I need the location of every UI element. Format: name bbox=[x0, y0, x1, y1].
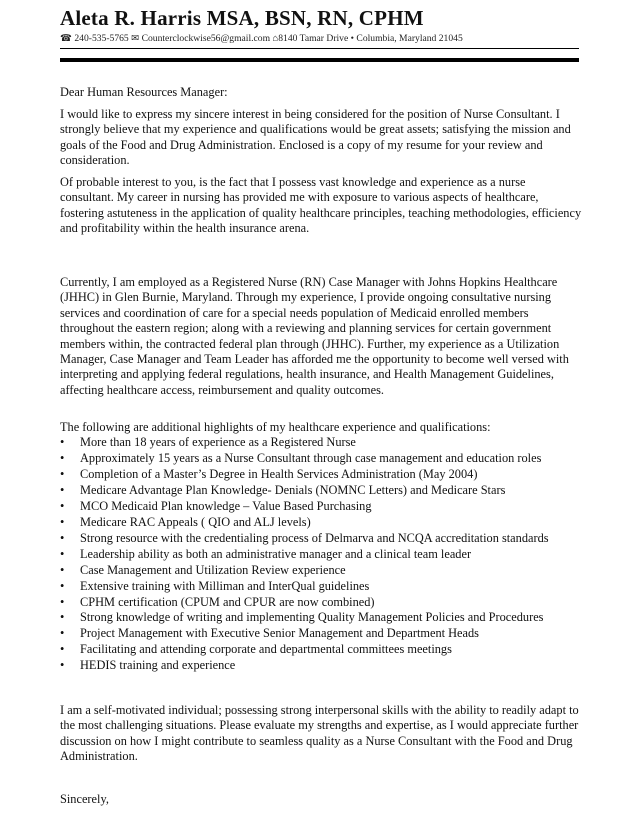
highlight-item bbox=[60, 531, 582, 547]
applicant-name: Aleta R. Harris MSA, BSN, RN, CPHM bbox=[60, 6, 424, 30]
highlight-text: Project Management with Executive Senior Management and Department Heads bbox=[80, 626, 479, 641]
bullet-icon: • bbox=[60, 450, 65, 465]
bullet-icon: • bbox=[60, 594, 65, 609]
highlight-text: CPHM certification (CPUM and CPUR are now combined) bbox=[80, 594, 375, 609]
phone-icon: ☎ bbox=[60, 33, 72, 44]
bullet-icon: • bbox=[60, 530, 65, 545]
highlight-text: MCO Medicaid Plan knowledge – Value Based Purchasing bbox=[80, 498, 372, 513]
highlight-item bbox=[60, 595, 582, 611]
separator-dot: • bbox=[350, 33, 355, 44]
highlight-item bbox=[60, 579, 582, 595]
highlight-text: Medicare Advantage Plan Knowledge- Denials (NOMNC Letters) and Medicare Stars bbox=[80, 482, 506, 497]
highlight-item bbox=[60, 467, 582, 483]
contact-line bbox=[60, 33, 620, 44]
highlight-text: Approximately 15 years as a Nurse Consultant through case management and education roles bbox=[80, 450, 542, 465]
highlight-text: Leadership ability as both an administrative manager and a clinical team leader bbox=[80, 546, 472, 561]
highlight-text: Extensive training with Milliman and InterQual guidelines bbox=[80, 578, 370, 593]
highlight-text: Strong knowledge of writing and implementing Quality Management Policies and Procedures bbox=[80, 610, 544, 625]
bullet-icon: • bbox=[60, 578, 65, 593]
bullet-icon: • bbox=[60, 514, 65, 529]
highlight-text: Medicare RAC Appeals ( QIO and ALJ levels) bbox=[80, 514, 311, 529]
city-state-zip: Columbia, Maryland 21045 bbox=[356, 33, 463, 44]
highlight-text: Completion of a Master’s Degree in Health Services Administration (May 2004) bbox=[80, 466, 478, 481]
highlight-item bbox=[60, 451, 582, 467]
header-rule-thin bbox=[60, 48, 579, 49]
bullet-icon: • bbox=[60, 466, 65, 481]
paragraph-experience: Of probable interest to you, is the fact that I possess vast knowledge and experience as a nurse consultant. My career in nursing has provided me with exposure to various aspects of healthcare, fostering astuteness in the application of quality healthcare principles, teaching methodologies, efficiency and profitability within the health insurance arena. bbox=[60, 175, 582, 236]
highlights-list bbox=[60, 435, 582, 674]
highlight-text: Case Management and Utilization Review experience bbox=[80, 562, 346, 577]
bullet-icon: • bbox=[60, 658, 65, 673]
highlight-item bbox=[60, 515, 582, 531]
highlight-item bbox=[60, 499, 582, 515]
bullet-icon: • bbox=[60, 610, 65, 625]
highlight-item bbox=[60, 435, 582, 451]
highlight-item bbox=[60, 658, 582, 674]
paragraph-current-role: Currently, I am employed as a Registered Nurse (RN) Case Manager with Johns Hopkins Healthcare (JHHC) in Glen Burnie, Maryland. Through my experience, I provide ongoing consultative nursing services and coordination of care for a special needs population of Medicaid enrolled members throughout the eastern region; along with a reviewing and planning services for certain government members within, the contracted federal plan through (JHHC). Further, my experience as a Utilization Manager, Case Manager and Team Leader has afforded me the opportunity to become well versed with interpreting and applying federal regulations, health insurance, and Health Management Guidelines, affecting healthcare access, reimbursement and quality outcomes. bbox=[60, 275, 569, 397]
highlight-item bbox=[60, 483, 582, 499]
envelope-icon: ✉ bbox=[131, 33, 140, 44]
highlight-text: HEDIS training and experience bbox=[80, 658, 236, 673]
signoff: Sincerely, bbox=[60, 792, 109, 806]
email-address: Counterclockwise56@gmail.com bbox=[141, 33, 271, 44]
highlights-intro: The following are additional highlights of my healthcare experience and qualifications: bbox=[60, 420, 491, 434]
highlight-item bbox=[60, 626, 582, 642]
bullet-icon: • bbox=[60, 435, 65, 449]
paragraph-closing: I am a self-motivated individual; possessing strong interpersonal skills with the ability to readily adapt to the most challenging situations. Please evaluate my strengths and expertise, as I would appreciate further discussion on how I might contribute to seamless quality as a Nurse Consultant with the Food and Drug Administration. bbox=[60, 703, 579, 764]
phone-number: 240-535-5765 bbox=[74, 33, 129, 44]
highlight-text: More than 18 years of experience as a Registered Nurse bbox=[80, 435, 356, 449]
bullet-icon: • bbox=[60, 642, 65, 657]
highlight-text: Facilitating and attending corporate and departmental committees meetings bbox=[80, 642, 452, 657]
paragraph-interest: I would like to express my sincere interest in being considered for the position of Nurse Consultant. I strongly believe that my experience and qualifications would be great assets; satisfying the mission and goals of the Food and Drug Administration. Enclosed is a copy of my resume for your review and consideration. bbox=[60, 107, 571, 168]
bullet-icon: • bbox=[60, 626, 65, 641]
highlight-item bbox=[60, 547, 582, 563]
bullet-icon: • bbox=[60, 482, 65, 497]
salutation: Dear Human Resources Manager: bbox=[60, 85, 228, 99]
highlight-text: Strong resource with the credentialing process of Delmarva and NCQA accreditation standards bbox=[80, 530, 549, 545]
street-address: 8140 Tamar Drive bbox=[278, 33, 349, 44]
header-rule-thick bbox=[60, 58, 579, 62]
highlight-item bbox=[60, 642, 582, 658]
bullet-icon: • bbox=[60, 498, 65, 513]
highlight-item bbox=[60, 563, 582, 579]
bullet-icon: • bbox=[60, 562, 65, 577]
highlight-item bbox=[60, 610, 582, 626]
bullet-icon: • bbox=[60, 546, 65, 561]
home-icon: ⌂ bbox=[272, 33, 279, 44]
